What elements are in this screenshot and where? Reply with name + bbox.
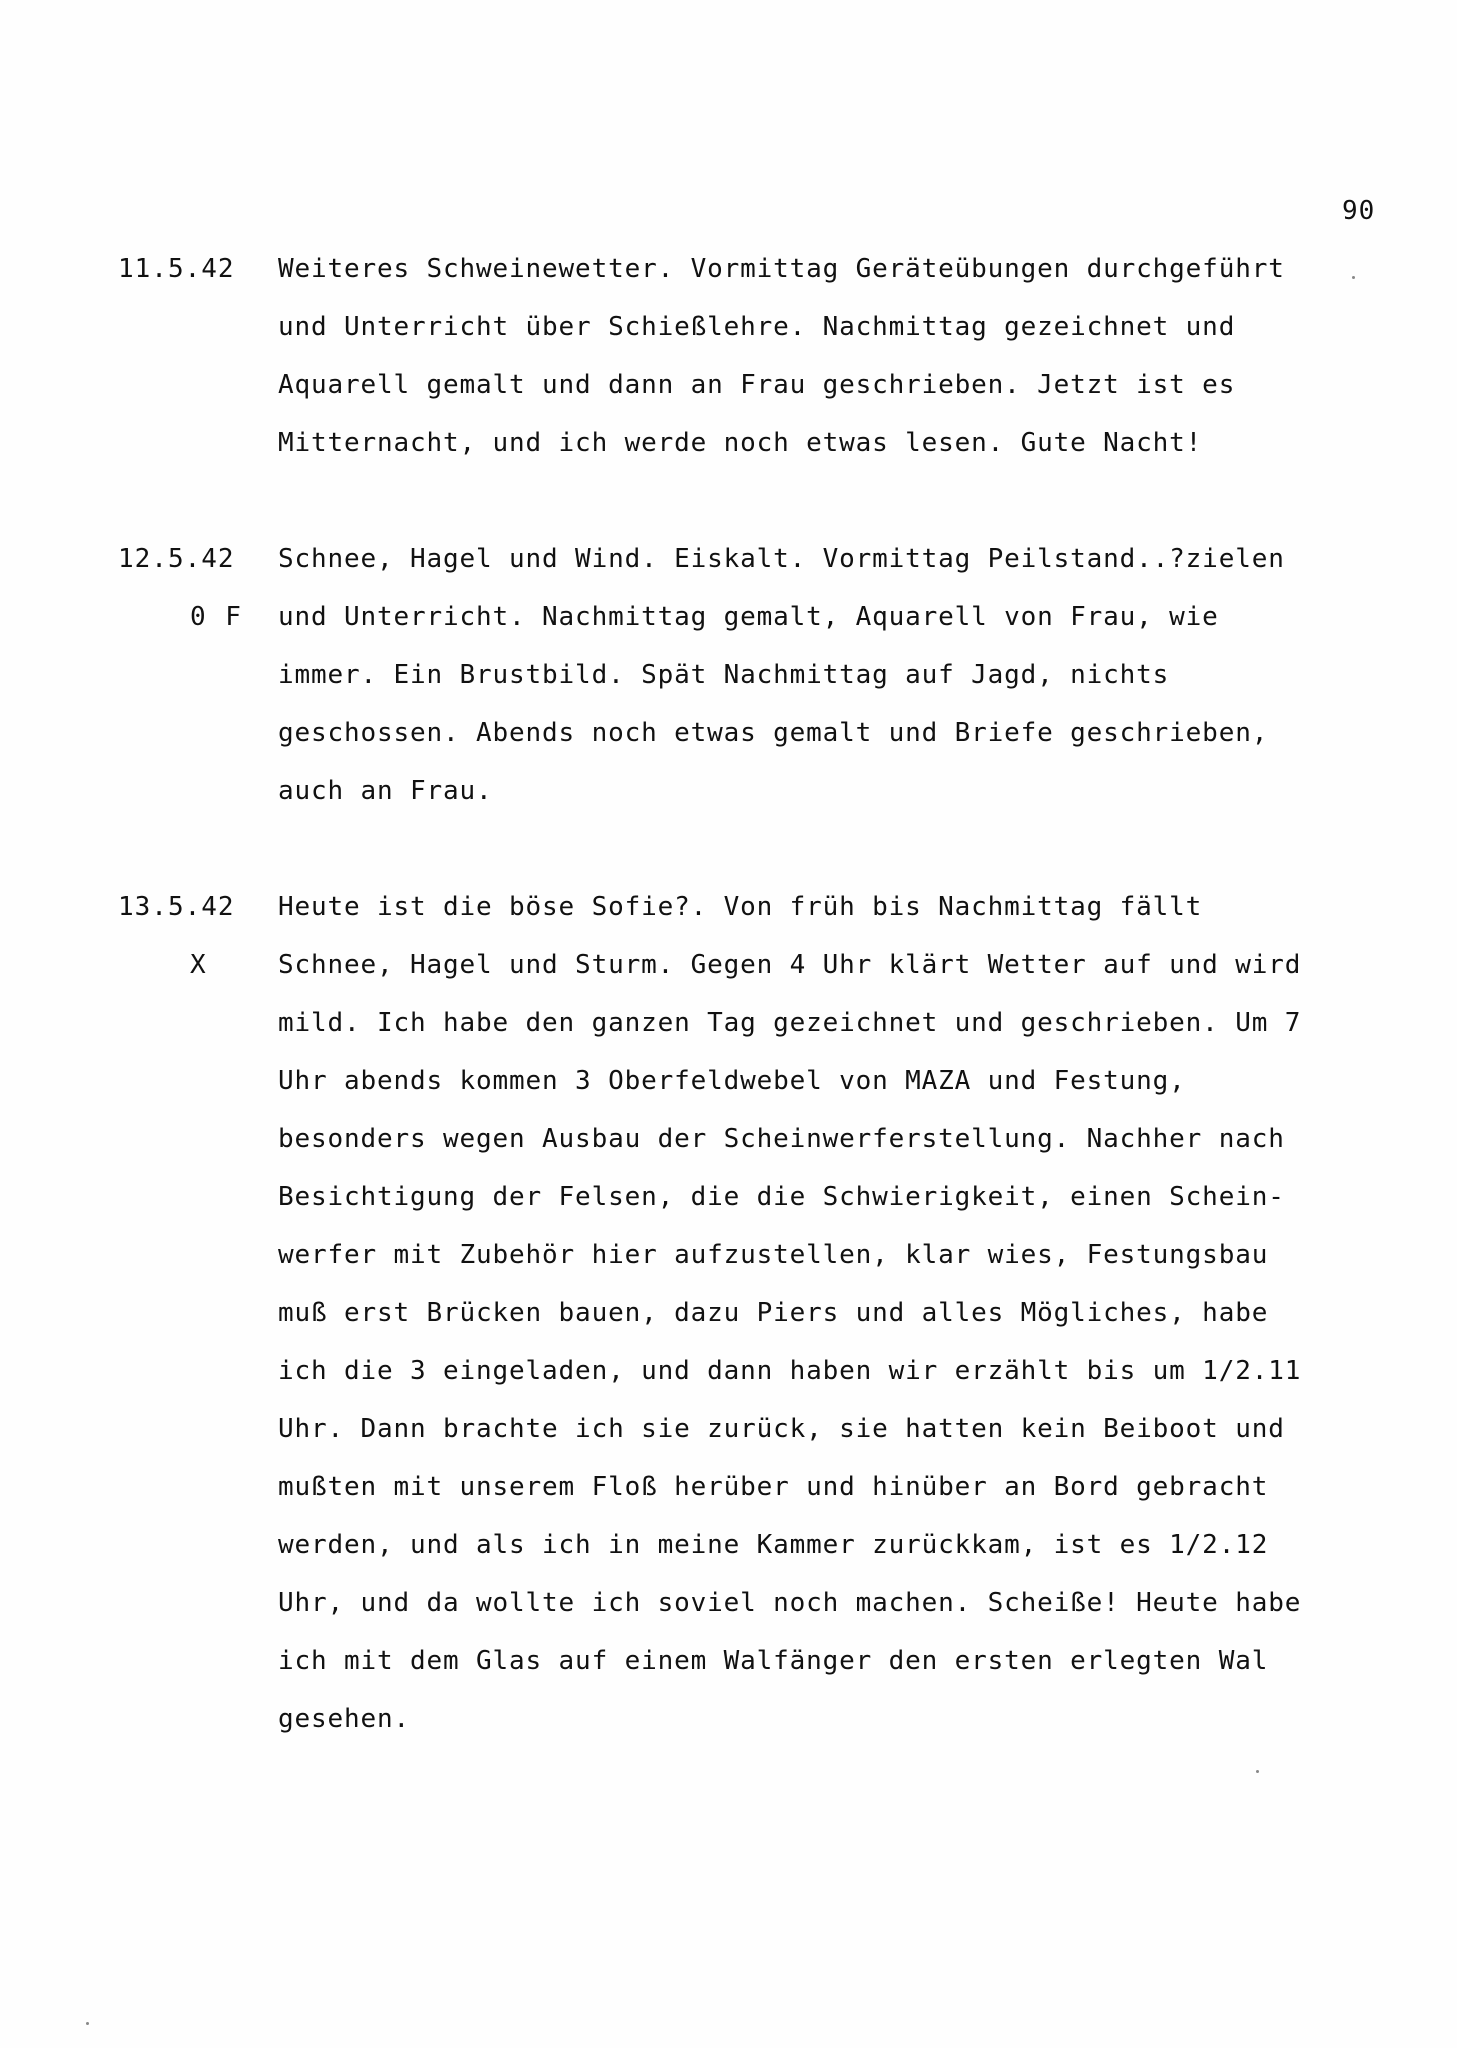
entry-mark: 0 F	[190, 602, 243, 632]
text-line: geschossen. Abends noch etwas gemalt und Briefe geschrieben,	[278, 718, 1269, 748]
text-line: Schnee, Hagel und Sturm. Gegen 4 Uhr klärt Wetter auf und wird	[278, 950, 1302, 980]
entry-text	[278, 240, 1398, 472]
text-line: ich mit dem Glas auf einem Walfänger den ersten erlegten Wal	[278, 1646, 1269, 1676]
text-line: und Unterricht über Schießlehre. Nachmittag gezeichnet und	[278, 312, 1236, 342]
text-line: mußten mit unserem Floß herüber und hinüber an Bord gebracht	[278, 1472, 1269, 1502]
text-line: muß erst Brücken bauen, dazu Piers und alles Mögliches, habe	[278, 1298, 1269, 1328]
text-line: Uhr. Dann brachte ich sie zurück, sie hatten kein Beiboot und	[278, 1414, 1285, 1444]
text-line: gesehen.	[278, 1704, 411, 1734]
entry-mark: X	[190, 950, 208, 980]
text-line: Weiteres Schweinewetter. Vormittag Geräteübungen durchgeführt	[278, 254, 1285, 284]
scan-speck	[86, 2022, 89, 2025]
text-line: werfer mit Zubehör hier aufzustellen, klar wies, Festungsbau	[278, 1240, 1269, 1270]
text-line: besonders wegen Ausbau der Scheinwerferstellung. Nachher nach	[278, 1124, 1285, 1154]
text-line: Besichtigung der Felsen, die die Schwierigkeit, einen Schein-	[278, 1182, 1285, 1212]
entry-text	[278, 878, 1398, 1748]
text-line: Mitternacht, und ich werde noch etwas lesen. Gute Nacht!	[278, 428, 1203, 458]
entry-date: 11.5.42	[118, 254, 235, 284]
text-line: mild. Ich habe den ganzen Tag gezeichnet und geschrieben. Um 7	[278, 1008, 1302, 1038]
text-line: werden, und als ich in meine Kammer zurückkam, ist es 1/2.12	[278, 1530, 1269, 1560]
scan-speck	[1256, 1770, 1259, 1773]
scan-speck	[1352, 276, 1355, 279]
text-line: und Unterricht. Nachmittag gemalt, Aquarell von Frau, wie	[278, 602, 1219, 632]
text-line: Uhr abends kommen 3 Oberfeldwebel von MAZA und Festung,	[278, 1066, 1186, 1096]
entry-text	[278, 530, 1398, 820]
text-line: Aquarell gemalt und dann an Frau geschrieben. Jetzt ist es	[278, 370, 1236, 400]
entry-date: 12.5.42	[118, 544, 235, 574]
entry-date: 13.5.42	[118, 892, 235, 922]
text-line: auch an Frau.	[278, 776, 493, 806]
page-number: 90	[1342, 196, 1376, 226]
text-line: Heute ist die böse Sofie?. Von früh bis Nachmittag fällt	[278, 892, 1203, 922]
text-line: ich die 3 eingeladen, und dann haben wir erzählt bis um 1/2.11	[278, 1356, 1302, 1386]
text-line: Schnee, Hagel und Wind. Eiskalt. Vormittag Peilstand..?zielen	[278, 544, 1285, 574]
text-line: immer. Ein Brustbild. Spät Nachmittag auf Jagd, nichts	[278, 660, 1170, 690]
text-line: Uhr, und da wollte ich soviel noch machen. Scheiße! Heute habe	[278, 1588, 1302, 1618]
